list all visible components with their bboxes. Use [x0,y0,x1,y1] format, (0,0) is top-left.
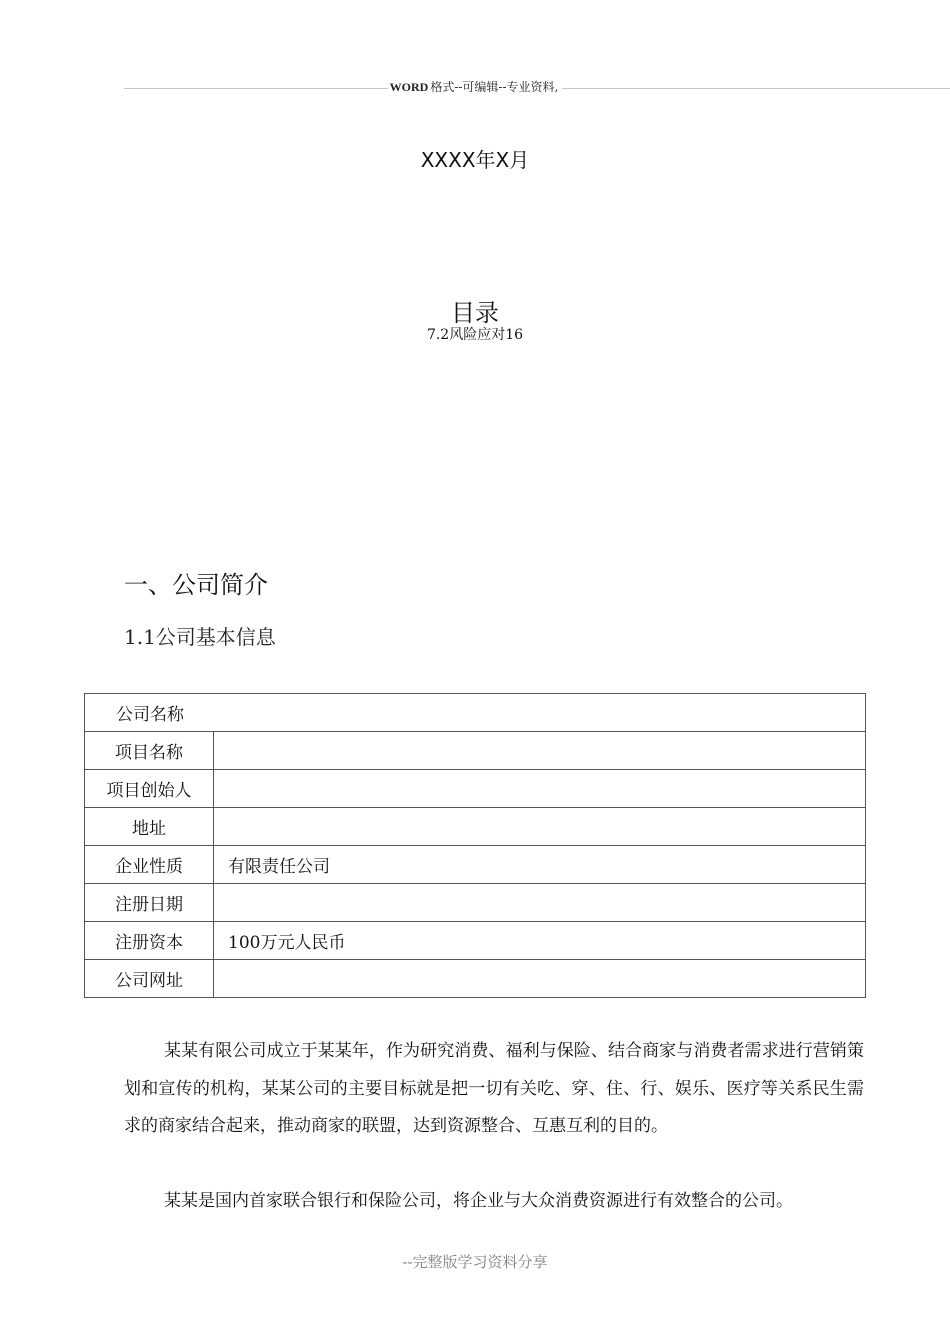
table-cell-label: 注册资本 [85,922,214,960]
toc-title: 目录 [451,299,499,327]
page-header [0,79,950,95]
page-footer: --完整版学习资料分享 [402,1253,548,1271]
table-cell-value [214,808,866,846]
table-row [85,770,866,808]
table-row [85,922,866,960]
table-cell-value [214,884,866,922]
section-heading: 一、公司简介 [124,571,268,599]
table-cell-label: 企业性质 [85,846,214,884]
table-cell-label: 公司网址 [85,960,214,998]
table-cell-label: 注册日期 [85,884,214,922]
table-cell-label: 地址 [85,808,214,846]
body-paragraph: 某某有限公司成立于某某年，作为研究消费、福利与保险、结合商家与消费者需求进行营销策划和宣传的机构，某某公司的主要目标就是把一切有关吃、穿、住、行、娱乐、医疗等关系民生需求的商家结合起来，推动商家的联盟，达到资源整合、互惠互利的目的。 [124,1041,864,1136]
table-cell-value [214,960,866,998]
table-row [85,884,866,922]
subsection-heading: 1.1公司基本信息 [124,625,276,649]
toc-entry[interactable]: 7.2风险应对16 [426,327,524,343]
table-row [85,732,866,770]
table-cell-label: 项目名称 [85,732,214,770]
table-cell-value: 有限责任公司 [214,846,866,884]
header-bold-text: WORD [389,80,429,94]
body-paragraph: 某某是国内首家联合银行和保险公司，将企业与大众消费资源进行有效整合的公司。 [164,1191,793,1211]
table-cell-label: 公司名称 [85,694,866,732]
table-row [85,808,866,846]
table-row [85,960,866,998]
table-row [85,846,866,884]
table-cell-value [214,770,866,808]
cover-date: XXXX年X月 [420,148,530,172]
table-cell-value [214,732,866,770]
header-text: 格式--可编辑--专业资料, [430,80,559,94]
company-info-table [84,693,866,998]
table-cell-label: 项目创始人 [85,770,214,808]
table-row [85,694,866,732]
table-cell-value: 100万元人民币 [214,922,866,960]
